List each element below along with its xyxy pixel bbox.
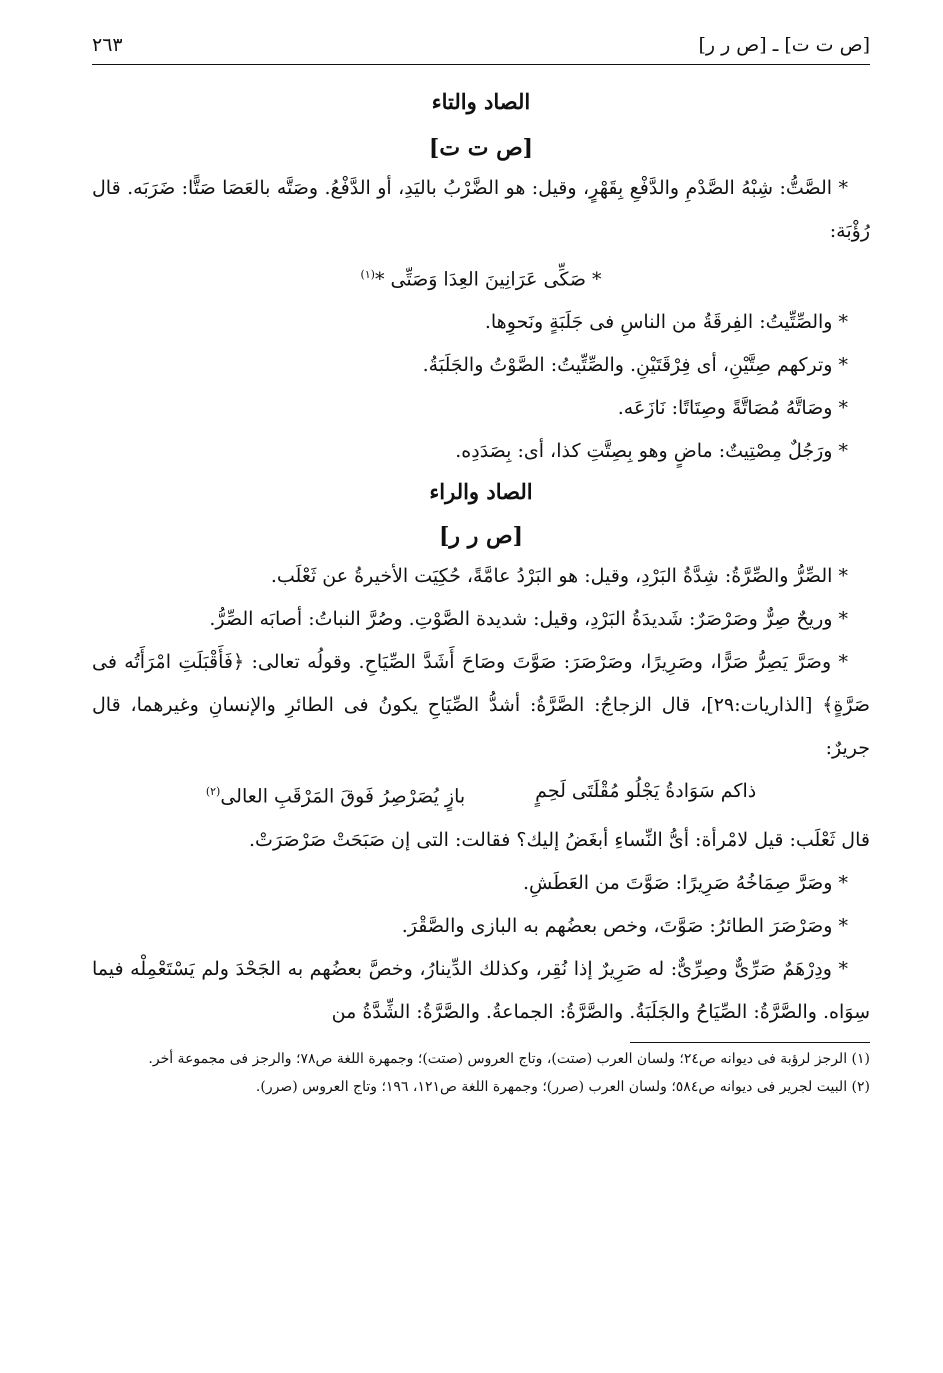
couplet-second-hemistich xyxy=(206,770,465,818)
page-number: ٢٦٣ xyxy=(92,34,123,56)
footnote: (٢) البيت لجرير فى ديوانه ص٥٨٤؛ ولسان العرب (صرر)؛ وجمهرة اللغة ص١٢١، ١٩٦؛ وتاج العروس (صرر). xyxy=(255,1078,870,1095)
entry-paragraph: * الصَّتُّ: شِبْهُ الصَّدْمِ والدَّفْعِ بِقَهْرٍ، وقيل: هو الضَّرْبُ باليَدِ، أو الدَّفْعُ. وصَتَّه بالعَصَا صَتًّا: ضَرَبَه. قال رُؤْبَة: xyxy=(92,177,870,242)
entry-paragraph: * وريحٌ صِرٌّ وصَرْصَرٌ: شَديدَةُ البَرْدِ، وقيل: شديدة الصَّوْتِ. وصُرَّ النباتُ: أصابَه الصِّرُّ. xyxy=(209,608,848,631)
section-title-sad-taa: الصاد والتاء xyxy=(431,89,531,114)
entry-paragraph: * وصَاتَّهُ مُصَاتَّةً وصِتَاتًا: نَازَعَه. xyxy=(617,397,848,420)
entry-paragraph: * وصَرْصَرَ الطائرُ: صَوَّتَ، وخص بعضُهم به البازى والصَّقْرَ. xyxy=(401,914,848,937)
entry-paragraph: * والصِّتِّيتُ: الفِرقَةُ من الناسِ فى جَلَبَةٍ ونَحوِها. xyxy=(484,311,848,334)
entry-paragraph: * ودِرْهَمٌ صَرِّىٌّ وصِرِّىٌّ: له صَرِيرٌ إذا نُقِر، وكذلك الدِّينارُ، وخصَّ بعضُهم به الجَحْدَ ولم يَسْتَعْمِلْه فيما سِوَاه. والصَّرَّةُ: الصِّيَاحُ والجَلَبَةُ. والصَّرَّةُ: الجماعةُ. والصَّرَّةُ: الشِّدَّةُ من xyxy=(92,957,870,1023)
entry-paragraph: * ورَجُلٌ مِصْتِيتٌ: ماضٍ وهو بِصِتَّتِ كذا، أى: بِصَدَدِه. xyxy=(455,440,848,463)
entry-paragraph: قال ثَعْلَب: قيل لامْرأة: أىُّ النِّساءِ أبغَضُ إليك؟ فقالت: التى إن صَبَحَتْ صَرْصَرَتْ. xyxy=(249,828,870,851)
entry-paragraph: * وصَرَّ يَصِرُّ صَرًّا، وصَرِيرًا، وصَرْصَرَ: صَوَّتَ وصَاحَ أَشَدَّ الصِّيَاحِ. وقولُه تعالى: ﴿فَأَقْبَلَتِ امْرَأَتُه فى صَرَّةٍ﴾ [الذاريات:٢٩]، قال الزجاجُ: الصَّرَّةُ: أشدُّ الصِّيَاحِ يكونُ فى الطائرِ والإنسانِ وغيرهما، قال جريرٌ: xyxy=(92,651,870,760)
verse-line xyxy=(92,253,870,301)
running-head xyxy=(92,28,870,62)
couplet-second-text: بازٍ يُصَرْصِرُ فَوقَ المَرْقَبِ العالى xyxy=(220,785,466,808)
root-heading-s-r-r: [ص ر ر] xyxy=(439,523,523,550)
couplet-first-hemistich: ذاكم سَوَادةُ يَجْلُو مُقْلَتَى لَحِمٍ xyxy=(535,780,757,803)
entry-paragraph: * وتركهم صِتَّيْنِ، أى فِرْقَتَيْنِ. والصِّتِّيتُ: الصَّوْتُ والجَلَبَةُ. xyxy=(422,354,848,377)
page xyxy=(92,28,870,1099)
entry-paragraph: * الصِّرُّ والصِّرَّةُ: شِدَّةُ البَرْدِ، وقيل: هو البَرْدُ عامَّةً، حُكِيَت الأخيرةُ عن ثَعْلَب. xyxy=(270,565,848,588)
root-heading-s-t-t: [ص ت ت] xyxy=(428,135,534,161)
footnote-marker: (٢) xyxy=(205,785,221,799)
entry-paragraph: * وصَرَّ صِمَاخُهُ صَرِيرًا: صَوَّتَ من العَطَشِ. xyxy=(523,871,848,894)
poem-couplet xyxy=(92,770,870,818)
verse-text: * صَكِّى عَرَانِينَ العِدَا وَصَتِّى * xyxy=(374,268,602,291)
footnote-marker: (١) xyxy=(360,268,375,281)
footnote-rule xyxy=(630,1042,870,1043)
section-title-sad-raa: الصاد والراء xyxy=(429,479,533,505)
footnote: (١) الرجز لرؤبة فى ديوانه ص٢٤؛ ولسان العرب (صتت)، وتاج العروس (صتت)؛ وجمهرة اللغة ص٧٨؛ والرجز فى مجموعة أخر. xyxy=(148,1050,870,1067)
running-head-entries: [ص ت ت] ـ [ص ر ر] xyxy=(698,34,870,56)
